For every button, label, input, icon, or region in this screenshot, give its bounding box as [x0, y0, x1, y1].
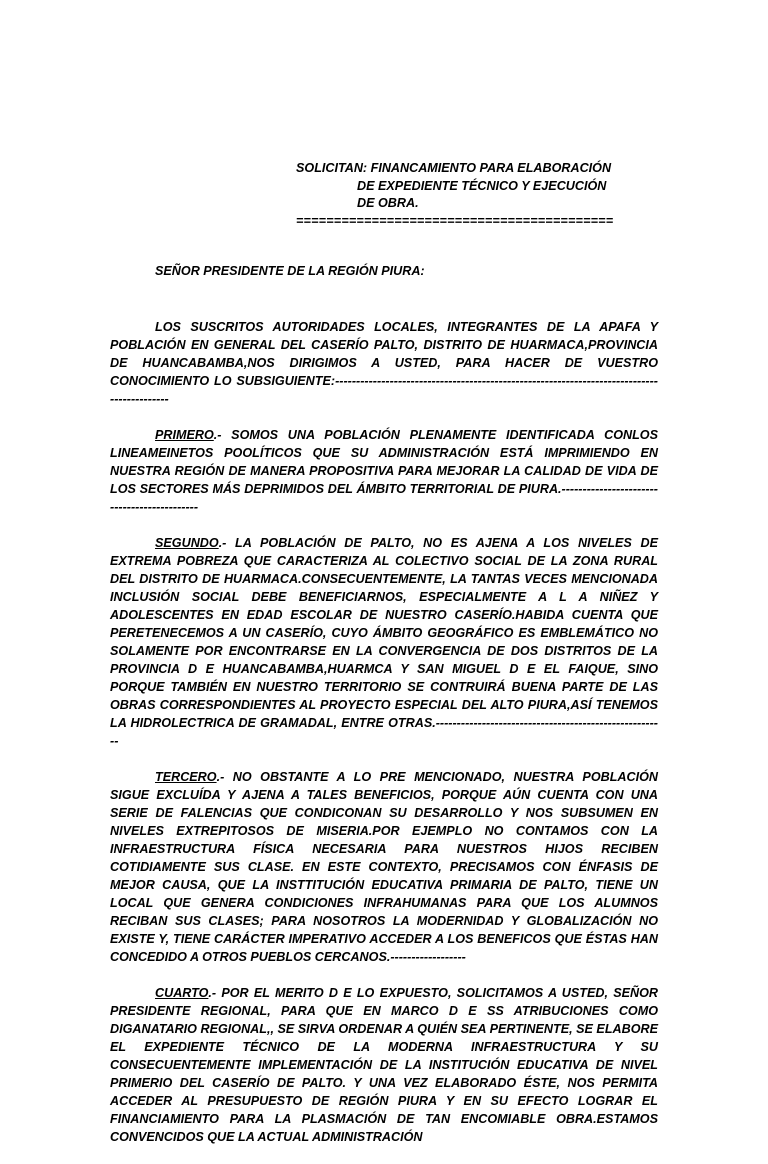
header-separator: ========================================== [296, 213, 614, 228]
paragraph-heading: PRIMERO [155, 428, 214, 442]
request-line-3: DE OBRA. [357, 196, 419, 210]
request-line-2: DE EXPEDIENTE TÉCNICO Y EJECUCIÓN [357, 178, 607, 193]
paragraph-primero [110, 426, 658, 516]
request-line-1: SOLICITAN: FINANCAMIENTO PARA ELABORACIÓN [296, 161, 612, 175]
paragraph-segundo [110, 534, 658, 750]
letter-body [110, 318, 658, 1164]
paragraph-heading: TERCERO [155, 770, 217, 784]
intro-paragraph: LOS SUSCRITOS AUTORIDADES LOCALES, INTEGRANTES DE LA APAFA Y POBLACIÓN EN GENERAL DEL CASERÍO PALTO, DISTRITO DE HUARMACA,PROVINCIA DE HUANCABAMBA,NOS DIRIGIMOS A USTED, PARA HACER DE VUESTRO CONOCIMIENTO LO SUBSIGUIENTE:------------------------------------------------------------------------------------------- [110, 320, 658, 406]
paragraph-text: .- LA POBLACIÓN DE PALTO, NO ES AJENA A LOS NIVELES DE EXTREMA POBREZA QUE CARACTERIZA AL COLECTIVO SOCIAL DE LA ZONA RURAL DEL DISTRITO DE HUARMACA.CONSECUENTEMENTE, LA TANTAS VECES MENCIONADA INCLUSIÓN SOCIAL DEBE BENEFICIARNOS, ESPECIALMENTE A L A NIÑEZ Y ADOLESCENTES EN EDAD ESCOLAR DE NUESTRO CASERÍO.HABIDA CUENTA QUE PERETENECEMOS A UN CASERÍO, CUYO ÁMBITO GEOGRÁFICO ES EMBLEMÁTICO NO SOLAMENTE POR ENCONTRARSE EN LA CONVERGENCIA DE DOS DISTRITOS DE LA PROVINCIA D E HUANCABAMBA,HUARMCA Y SAN MIGUEL D E EL FAIQUE, SINO PORQUE TAMBIÉN EN NUESTRO TERRITORIO SE CONTRUIRÁ BUENA PARTE DE LAS OBRAS CORRESPONDIENTES AL PROYECTO ESPECIAL DEL ALTO PIURA,ASÍ TENEMOS LA HIDROLECTRICA DE GRAMADAL, ENTRE OTRAS.------------------------------------------------------- [110, 536, 658, 748]
request-header [296, 160, 696, 230]
paragraph-text: .- POR EL MERITO D E LO EXPUESTO, SOLICITAMOS A USTED, SEÑOR PRESIDENTE REGIONAL, PARA QUE EN MARCO D E SS ATRIBUCIONES COMO DIGANATARIO REGIONAL,, SE SIRVA ORDENAR A QUIÉN SEA PERTINENTE, SE ELABORE EL EXPEDIENTE TÉCNICO DE LA MODERNA INFRAESTRUCTURA Y SU CONSECUENTEMENTE IMPLEMENTACIÓN DE LA INSTITUCIÓN EDUCATIVA DE NIVEL PRIMERIO DEL CASERÍO DE PALTO. Y UNA VEZ ELABORADO ÉSTE, NOS PERMITA ACCEDER AL PRESUPUESTO DE REGIÓN PIURA Y EN SU EFECTO LOGRAR EL FINANCIAMIENTO PARA LA PLASMACIÓN DE TAN ENCOMIABLE OBRA.ESTAMOS CONVENCIDOS QUE LA ACTUAL ADMINISTRACIÓN [110, 986, 658, 1144]
paragraph-heading: SEGUNDO [155, 536, 219, 550]
salutation: SEÑOR PRESIDENTE DE LA REGIÓN PIURA: [155, 264, 425, 278]
paragraph-heading: CUARTO [155, 986, 209, 1000]
paragraph-text: .- SOMOS UNA POBLACIÓN PLENAMENTE IDENTIFICADA CONLOS LINEAMEINETOS POOLÍTICOS QUE SU ADMINISTRACIÓN ESTÁ IMPRIMIENDO EN NUESTRA REGIÓN DE MANERA PROPOSITIVA PARA MEJORAR LA CALIDAD DE VIDA DE LOS SECTORES MÁS DEPRIMIDOS DEL ÁMBITO TERRITORIAL DE PIURA.-------------------------------------------- [110, 428, 658, 514]
paragraph-tercero [110, 768, 658, 966]
paragraph-cuarto [110, 984, 658, 1146]
paragraph-text: .- NO OBSTANTE A LO PRE MENCIONADO, NUESTRA POBLACIÓN SIGUE EXCLUÍDA Y AJENA A TALES BENEFICIOS, PORQUE AÚN CUENTA CON UNA SERIE DE FALENCIAS QUE CONDICONAN SU DESARROLLO Y NOS SUBSUMEN EN NIVELES EXTREPITOSOS DE MISERIA.POR EJEMPLO NO CONTAMOS CON LA INFRAESTRUCTURA FÍSICA NECESARIA PARA NUESTROS HIJOS RECIBEN COTIDIAMENTE SUS CLASE. EN ESTE CONTEXTO, PRECISAMOS CON ÉNFASIS DE MEJOR CAUSA, QUE LA INSTTITUCIÓN EDUCATIVA PRIMARIA DE PALTO, TIENE UN LOCAL QUE GENERA CONDICIONES INFRAHUMANAS PARA QUE LOS ALUMNOS RECIBAN SUS CLASES; PARA NOSOTROS LA MODERNIDAD Y GLOBALIZACIÓN NO EXISTE Y, TIENE CARÁCTER IMPERATIVO ACCEDER A LOS BENEFICOS QUE ÉSTAS HAN CONCEDIDO A OTROS PUEBLOS CERCANOS.------------------ [110, 770, 658, 964]
